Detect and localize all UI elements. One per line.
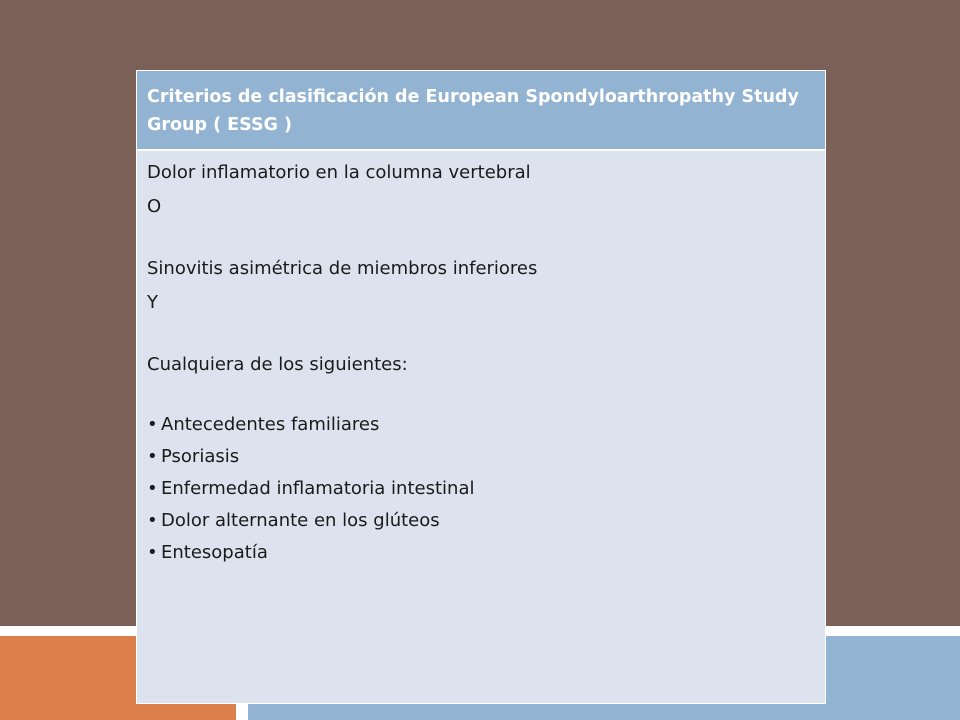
bullet-icon: • [147,478,158,499]
table-body [137,151,825,569]
list-item-label: Antecedentes familiares [161,414,380,435]
spacer [147,223,815,253]
criteria-bullet-list [147,409,815,569]
list-item-label: Entesopatía [161,542,268,563]
bullet-icon: • [147,414,158,435]
criterion-asymmetric-synovitis: Sinovitis asimétrica de miembros inferiores [147,258,538,279]
list-item [147,537,815,569]
connector-or: O [147,196,162,217]
criterion-inflammatory-spinal-pain: Dolor inflamatorio en la columna vertebral [147,162,531,183]
list-item [147,505,815,537]
list-item [147,409,815,441]
list-item-label: Enfermedad inflamatoria intestinal [161,478,475,499]
list-item-label: Dolor alternante en los glúteos [161,510,440,531]
connector-and: Y [147,292,158,313]
list-item [147,473,815,505]
bullet-icon: • [147,446,158,467]
list-item-label: Psoriasis [161,446,240,467]
criteria-table [136,70,826,704]
bullet-icon: • [147,542,158,563]
spacer [147,319,815,349]
bullet-icon: • [147,510,158,531]
list-item [147,441,815,473]
table-header: Criterios de clasificación de European Spondyloarthropathy Study Group ( ESSG ) [137,71,825,151]
criterion-any-of-following: Cualquiera de los siguientes: [147,354,408,375]
